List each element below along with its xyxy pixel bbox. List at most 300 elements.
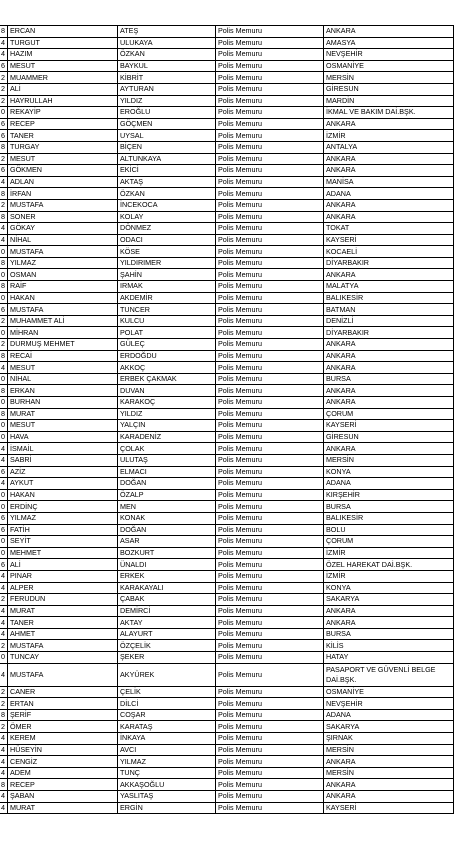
row-number-cell: 4 bbox=[0, 767, 8, 779]
unit-cell: AMASYA bbox=[324, 37, 454, 49]
row-number-cell: 2 bbox=[0, 686, 8, 698]
title-cell: Polis Memuru bbox=[216, 373, 324, 385]
surname-cell: YALÇIN bbox=[118, 420, 216, 432]
surname-cell: ŞEKER bbox=[118, 652, 216, 664]
first-name-cell: TANER bbox=[8, 130, 118, 142]
title-cell: Polis Memuru bbox=[216, 362, 324, 374]
row-number-cell: 4 bbox=[0, 223, 8, 235]
unit-cell: ANKARA bbox=[324, 350, 454, 362]
row-number-cell: 2 bbox=[0, 83, 8, 95]
first-name-cell: RECAİ bbox=[8, 350, 118, 362]
surname-cell: AKYÜREK bbox=[118, 663, 216, 686]
unit-cell: ANKARA bbox=[324, 211, 454, 223]
table-row bbox=[0, 489, 454, 501]
surname-cell: ÇELİK bbox=[118, 686, 216, 698]
table-row bbox=[0, 628, 454, 640]
first-name-cell: ALİ bbox=[8, 83, 118, 95]
title-cell: Polis Memuru bbox=[216, 49, 324, 61]
table-row bbox=[0, 594, 454, 606]
title-cell: Polis Memuru bbox=[216, 652, 324, 664]
table-row bbox=[0, 246, 454, 258]
surname-cell: POLAT bbox=[118, 327, 216, 339]
row-number-cell: 8 bbox=[0, 281, 8, 293]
table-row bbox=[0, 605, 454, 617]
title-cell: Polis Memuru bbox=[216, 559, 324, 571]
row-number-cell: 2 bbox=[0, 153, 8, 165]
title-cell: Polis Memuru bbox=[216, 443, 324, 455]
unit-cell: NEVŞEHİR bbox=[324, 698, 454, 710]
title-cell: Polis Memuru bbox=[216, 756, 324, 768]
title-cell: Polis Memuru bbox=[216, 582, 324, 594]
first-name-cell: MUHAMMET ALİ bbox=[8, 315, 118, 327]
row-number-cell: 4 bbox=[0, 617, 8, 629]
table-row bbox=[0, 165, 454, 177]
title-cell: Polis Memuru bbox=[216, 165, 324, 177]
table-row bbox=[0, 176, 454, 188]
first-name-cell: MİHRAN bbox=[8, 327, 118, 339]
row-number-cell: 0 bbox=[0, 292, 8, 304]
title-cell: Polis Memuru bbox=[216, 709, 324, 721]
surname-cell: ERDOĞDU bbox=[118, 350, 216, 362]
first-name-cell: MUSTAFA bbox=[8, 663, 118, 686]
title-cell: Polis Memuru bbox=[216, 234, 324, 246]
title-cell: Polis Memuru bbox=[216, 327, 324, 339]
first-name-cell: MUSTAFA bbox=[8, 640, 118, 652]
first-name-cell: HÜSEYİN bbox=[8, 744, 118, 756]
first-name-cell: ŞABAN bbox=[8, 791, 118, 803]
surname-cell: ALAYURT bbox=[118, 628, 216, 640]
first-name-cell: MESUT bbox=[8, 153, 118, 165]
table-row bbox=[0, 408, 454, 420]
row-number-cell: 4 bbox=[0, 802, 8, 814]
first-name-cell: MUSTAFA bbox=[8, 199, 118, 211]
surname-cell: EROĞLU bbox=[118, 107, 216, 119]
first-name-cell: İRFAN bbox=[8, 188, 118, 200]
title-cell: Polis Memuru bbox=[216, 130, 324, 142]
title-cell: Polis Memuru bbox=[216, 37, 324, 49]
first-name-cell: NİHAL bbox=[8, 373, 118, 385]
unit-cell: ANKARA bbox=[324, 779, 454, 791]
first-name-cell: ŞERİF bbox=[8, 709, 118, 721]
surname-cell: YASLITAŞ bbox=[118, 791, 216, 803]
unit-cell: ANKARA bbox=[324, 199, 454, 211]
table-row bbox=[0, 72, 454, 84]
title-cell: Polis Memuru bbox=[216, 466, 324, 478]
surname-cell: DUVAN bbox=[118, 385, 216, 397]
unit-cell: ANKARA bbox=[324, 153, 454, 165]
row-number-cell: 6 bbox=[0, 165, 8, 177]
title-cell: Polis Memuru bbox=[216, 304, 324, 316]
surname-cell: AKDEMİR bbox=[118, 292, 216, 304]
surname-cell: ÖZALP bbox=[118, 489, 216, 501]
title-cell: Polis Memuru bbox=[216, 118, 324, 130]
row-number-cell: 6 bbox=[0, 130, 8, 142]
unit-cell: KAYSERİ bbox=[324, 234, 454, 246]
title-cell: Polis Memuru bbox=[216, 478, 324, 490]
table-row bbox=[0, 709, 454, 721]
unit-cell: BURSA bbox=[324, 373, 454, 385]
title-cell: Polis Memuru bbox=[216, 617, 324, 629]
first-name-cell: ADLAN bbox=[8, 176, 118, 188]
first-name-cell: GÖKMEN bbox=[8, 165, 118, 177]
table-row bbox=[0, 304, 454, 316]
surname-cell: DOĞAN bbox=[118, 524, 216, 536]
first-name-cell: GÖKAY bbox=[8, 223, 118, 235]
first-name-cell: RECEP bbox=[8, 779, 118, 791]
table-row bbox=[0, 49, 454, 61]
row-number-cell: 8 bbox=[0, 709, 8, 721]
table-row bbox=[0, 199, 454, 211]
table-row bbox=[0, 257, 454, 269]
table-row bbox=[0, 211, 454, 223]
row-number-cell: 8 bbox=[0, 408, 8, 420]
table-row bbox=[0, 26, 454, 38]
table-row bbox=[0, 698, 454, 710]
first-name-cell: MUSTAFA bbox=[8, 304, 118, 316]
table-row bbox=[0, 153, 454, 165]
surname-cell: COŞAR bbox=[118, 709, 216, 721]
unit-cell: BURSA bbox=[324, 501, 454, 513]
title-cell: Polis Memuru bbox=[216, 269, 324, 281]
first-name-cell: AZİZ bbox=[8, 466, 118, 478]
table-row bbox=[0, 536, 454, 548]
surname-cell: TUNÇ bbox=[118, 767, 216, 779]
surname-cell: UYSAL bbox=[118, 130, 216, 142]
first-name-cell: YILMAZ bbox=[8, 512, 118, 524]
title-cell: Polis Memuru bbox=[216, 188, 324, 200]
row-number-cell: 0 bbox=[0, 269, 8, 281]
table-row bbox=[0, 269, 454, 281]
surname-cell: KARATAŞ bbox=[118, 721, 216, 733]
unit-cell: MARDİN bbox=[324, 95, 454, 107]
first-name-cell: PINAR bbox=[8, 570, 118, 582]
title-cell: Polis Memuru bbox=[216, 721, 324, 733]
surname-cell: ÖZKAN bbox=[118, 188, 216, 200]
unit-cell: ADANA bbox=[324, 478, 454, 490]
unit-cell: KONYA bbox=[324, 582, 454, 594]
first-name-cell: ERKAN bbox=[8, 385, 118, 397]
surname-cell: KİBRİT bbox=[118, 72, 216, 84]
table-row bbox=[0, 721, 454, 733]
first-name-cell: OSMAN bbox=[8, 269, 118, 281]
title-cell: Polis Memuru bbox=[216, 95, 324, 107]
surname-cell: MEN bbox=[118, 501, 216, 513]
table-row bbox=[0, 292, 454, 304]
title-cell: Polis Memuru bbox=[216, 698, 324, 710]
row-number-cell: 4 bbox=[0, 234, 8, 246]
row-number-cell: 4 bbox=[0, 756, 8, 768]
surname-cell: ERKEK bbox=[118, 570, 216, 582]
surname-cell: ÜNALDI bbox=[118, 559, 216, 571]
personnel-table bbox=[0, 25, 454, 814]
table-row bbox=[0, 663, 454, 686]
title-cell: Polis Memuru bbox=[216, 60, 324, 72]
row-number-cell: 8 bbox=[0, 779, 8, 791]
table-row bbox=[0, 756, 454, 768]
row-number-cell: 8 bbox=[0, 211, 8, 223]
unit-cell: MERSİN bbox=[324, 454, 454, 466]
title-cell: Polis Memuru bbox=[216, 512, 324, 524]
unit-cell: BURSA bbox=[324, 628, 454, 640]
row-number-cell: 8 bbox=[0, 350, 8, 362]
first-name-cell: ALİ bbox=[8, 559, 118, 571]
first-name-cell: SABRİ bbox=[8, 454, 118, 466]
row-number-cell: 8 bbox=[0, 188, 8, 200]
unit-cell: OSMANİYE bbox=[324, 686, 454, 698]
first-name-cell: TUNCAY bbox=[8, 652, 118, 664]
title-cell: Polis Memuru bbox=[216, 339, 324, 351]
table-row bbox=[0, 454, 454, 466]
table-row bbox=[0, 37, 454, 49]
title-cell: Polis Memuru bbox=[216, 199, 324, 211]
unit-cell: İKMAL VE BAKIM DAİ.BŞK. bbox=[324, 107, 454, 119]
title-cell: Polis Memuru bbox=[216, 223, 324, 235]
unit-cell: GİRESUN bbox=[324, 431, 454, 443]
title-cell: Polis Memuru bbox=[216, 83, 324, 95]
title-cell: Polis Memuru bbox=[216, 141, 324, 153]
table-row bbox=[0, 547, 454, 559]
surname-cell: ÇABAK bbox=[118, 594, 216, 606]
row-number-cell: 0 bbox=[0, 536, 8, 548]
title-cell: Polis Memuru bbox=[216, 26, 324, 38]
unit-cell: ANKARA bbox=[324, 362, 454, 374]
row-number-cell: 4 bbox=[0, 628, 8, 640]
title-cell: Polis Memuru bbox=[216, 107, 324, 119]
unit-cell: İZMİR bbox=[324, 547, 454, 559]
first-name-cell: BURHAN bbox=[8, 397, 118, 409]
surname-cell: ÇOLAK bbox=[118, 443, 216, 455]
surname-cell: DEMİRCİ bbox=[118, 605, 216, 617]
surname-cell: AKTAŞ bbox=[118, 176, 216, 188]
surname-cell: YILDIZ bbox=[118, 408, 216, 420]
first-name-cell: FERUDUN bbox=[8, 594, 118, 606]
title-cell: Polis Memuru bbox=[216, 570, 324, 582]
unit-cell: ANKARA bbox=[324, 118, 454, 130]
surname-cell: TUNCER bbox=[118, 304, 216, 316]
title-cell: Polis Memuru bbox=[216, 536, 324, 548]
row-number-cell: 6 bbox=[0, 466, 8, 478]
table-row bbox=[0, 733, 454, 745]
surname-cell: EKİCİ bbox=[118, 165, 216, 177]
table-row bbox=[0, 501, 454, 513]
unit-cell: DİYARBAKIR bbox=[324, 257, 454, 269]
first-name-cell: FATİH bbox=[8, 524, 118, 536]
unit-cell: BALIKESİR bbox=[324, 512, 454, 524]
title-cell: Polis Memuru bbox=[216, 281, 324, 293]
first-name-cell: SEYİT bbox=[8, 536, 118, 548]
title-cell: Polis Memuru bbox=[216, 408, 324, 420]
unit-cell: KIRŞEHİR bbox=[324, 489, 454, 501]
first-name-cell: HAZIM bbox=[8, 49, 118, 61]
unit-cell: MANİSA bbox=[324, 176, 454, 188]
first-name-cell: İSMAİL bbox=[8, 443, 118, 455]
table-row bbox=[0, 234, 454, 246]
unit-cell: SAKARYA bbox=[324, 721, 454, 733]
table-row bbox=[0, 791, 454, 803]
title-cell: Polis Memuru bbox=[216, 315, 324, 327]
title-cell: Polis Memuru bbox=[216, 524, 324, 536]
row-number-cell: 0 bbox=[0, 420, 8, 432]
first-name-cell: RAİF bbox=[8, 281, 118, 293]
title-cell: Polis Memuru bbox=[216, 350, 324, 362]
row-number-cell: 0 bbox=[0, 652, 8, 664]
table-row bbox=[0, 223, 454, 235]
surname-cell: YILMAZ bbox=[118, 756, 216, 768]
table-row bbox=[0, 141, 454, 153]
first-name-cell: CANER bbox=[8, 686, 118, 698]
title-cell: Polis Memuru bbox=[216, 153, 324, 165]
row-number-cell: 0 bbox=[0, 501, 8, 513]
unit-cell: MERSİN bbox=[324, 744, 454, 756]
unit-cell: BALIKESİR bbox=[324, 292, 454, 304]
row-number-cell: 2 bbox=[0, 315, 8, 327]
surname-cell: KOLAY bbox=[118, 211, 216, 223]
row-number-cell: 6 bbox=[0, 512, 8, 524]
row-number-cell: 4 bbox=[0, 478, 8, 490]
title-cell: Polis Memuru bbox=[216, 292, 324, 304]
unit-cell: KAYSERİ bbox=[324, 420, 454, 432]
surname-cell: ULUTAŞ bbox=[118, 454, 216, 466]
first-name-cell: SONER bbox=[8, 211, 118, 223]
unit-cell: NEVŞEHİR bbox=[324, 49, 454, 61]
unit-cell: ÖZEL HAREKAT DAİ.BŞK. bbox=[324, 559, 454, 571]
unit-cell: İZMİR bbox=[324, 130, 454, 142]
unit-cell: GİRESUN bbox=[324, 83, 454, 95]
first-name-cell: MESUT bbox=[8, 362, 118, 374]
table-row bbox=[0, 767, 454, 779]
surname-cell: BAYKUL bbox=[118, 60, 216, 72]
surname-cell: KARAKOÇ bbox=[118, 397, 216, 409]
unit-cell: ÇORUM bbox=[324, 408, 454, 420]
row-number-cell: 4 bbox=[0, 791, 8, 803]
surname-cell: KARADENİZ bbox=[118, 431, 216, 443]
row-number-cell: 0 bbox=[0, 373, 8, 385]
title-cell: Polis Memuru bbox=[216, 605, 324, 617]
surname-cell: AKKOÇ bbox=[118, 362, 216, 374]
row-number-cell: 4 bbox=[0, 362, 8, 374]
first-name-cell: MURAT bbox=[8, 408, 118, 420]
first-name-cell: HAKAN bbox=[8, 489, 118, 501]
table-row bbox=[0, 744, 454, 756]
table-row bbox=[0, 686, 454, 698]
unit-cell: ANKARA bbox=[324, 397, 454, 409]
unit-cell: KAYSERİ bbox=[324, 802, 454, 814]
surname-cell: AKKAŞOĞLU bbox=[118, 779, 216, 791]
first-name-cell: ALPER bbox=[8, 582, 118, 594]
table-row bbox=[0, 118, 454, 130]
first-name-cell: AHMET bbox=[8, 628, 118, 640]
row-number-cell: 4 bbox=[0, 176, 8, 188]
surname-cell: BİÇEN bbox=[118, 141, 216, 153]
unit-cell: ANKARA bbox=[324, 339, 454, 351]
first-name-cell: CENGİZ bbox=[8, 756, 118, 768]
title-cell: Polis Memuru bbox=[216, 733, 324, 745]
table-row bbox=[0, 373, 454, 385]
unit-cell: ANKARA bbox=[324, 165, 454, 177]
surname-cell: ERBEK ÇAKMAK bbox=[118, 373, 216, 385]
first-name-cell: MURAT bbox=[8, 802, 118, 814]
title-cell: Polis Memuru bbox=[216, 431, 324, 443]
unit-cell: TOKAT bbox=[324, 223, 454, 235]
unit-cell: DENİZLİ bbox=[324, 315, 454, 327]
row-number-cell: 2 bbox=[0, 199, 8, 211]
table-row bbox=[0, 385, 454, 397]
surname-cell: GÖÇMEN bbox=[118, 118, 216, 130]
row-number-cell: 4 bbox=[0, 663, 8, 686]
row-number-cell: 4 bbox=[0, 443, 8, 455]
row-number-cell: 6 bbox=[0, 118, 8, 130]
table-row bbox=[0, 107, 454, 119]
title-cell: Polis Memuru bbox=[216, 791, 324, 803]
table-row bbox=[0, 524, 454, 536]
first-name-cell: KEREM bbox=[8, 733, 118, 745]
row-number-cell: 6 bbox=[0, 559, 8, 571]
row-number-cell: 0 bbox=[0, 489, 8, 501]
table-row bbox=[0, 130, 454, 142]
surname-cell: ÖZÇELİK bbox=[118, 640, 216, 652]
unit-cell: ANKARA bbox=[324, 385, 454, 397]
row-number-cell: 2 bbox=[0, 721, 8, 733]
surname-cell: ALTUNKAYA bbox=[118, 153, 216, 165]
unit-cell: OSMANİYE bbox=[324, 60, 454, 72]
unit-cell: ADANA bbox=[324, 709, 454, 721]
surname-cell: KONAK bbox=[118, 512, 216, 524]
table-row bbox=[0, 779, 454, 791]
unit-cell: BATMAN bbox=[324, 304, 454, 316]
table-row bbox=[0, 420, 454, 432]
surname-cell: ASAR bbox=[118, 536, 216, 548]
title-cell: Polis Memuru bbox=[216, 663, 324, 686]
first-name-cell: MUSTAFA bbox=[8, 246, 118, 258]
unit-cell: ANKARA bbox=[324, 605, 454, 617]
first-name-cell: MEHMET bbox=[8, 547, 118, 559]
unit-cell: MERSİN bbox=[324, 72, 454, 84]
row-number-cell: 8 bbox=[0, 257, 8, 269]
first-name-cell: HAVA bbox=[8, 431, 118, 443]
surname-cell: IRMAK bbox=[118, 281, 216, 293]
table-row bbox=[0, 397, 454, 409]
table-row bbox=[0, 652, 454, 664]
surname-cell: ELMACI bbox=[118, 466, 216, 478]
unit-cell: ANKARA bbox=[324, 26, 454, 38]
table-row bbox=[0, 617, 454, 629]
unit-cell: PASAPORT VE GÜVENLİ BELGE DAİ.BŞK. bbox=[324, 663, 454, 686]
row-number-cell: 4 bbox=[0, 37, 8, 49]
unit-cell: KOCAELİ bbox=[324, 246, 454, 258]
table-row bbox=[0, 512, 454, 524]
surname-cell: YILDIZ bbox=[118, 95, 216, 107]
unit-cell: MERSİN bbox=[324, 767, 454, 779]
first-name-cell: MESUT bbox=[8, 60, 118, 72]
table-row bbox=[0, 443, 454, 455]
surname-cell: KARAKAYALI bbox=[118, 582, 216, 594]
table-row bbox=[0, 431, 454, 443]
row-number-cell: 2 bbox=[0, 640, 8, 652]
row-number-cell: 4 bbox=[0, 49, 8, 61]
surname-cell: AKTAY bbox=[118, 617, 216, 629]
row-number-cell: 4 bbox=[0, 733, 8, 745]
table-body bbox=[0, 26, 454, 814]
table-row bbox=[0, 802, 454, 814]
first-name-cell: AYKUT bbox=[8, 478, 118, 490]
title-cell: Polis Memuru bbox=[216, 211, 324, 223]
surname-cell: DOĞAN bbox=[118, 478, 216, 490]
unit-cell: ANKARA bbox=[324, 756, 454, 768]
row-number-cell: 2 bbox=[0, 698, 8, 710]
row-number-cell: 4 bbox=[0, 454, 8, 466]
row-number-cell: 4 bbox=[0, 582, 8, 594]
surname-cell: AVCI bbox=[118, 744, 216, 756]
